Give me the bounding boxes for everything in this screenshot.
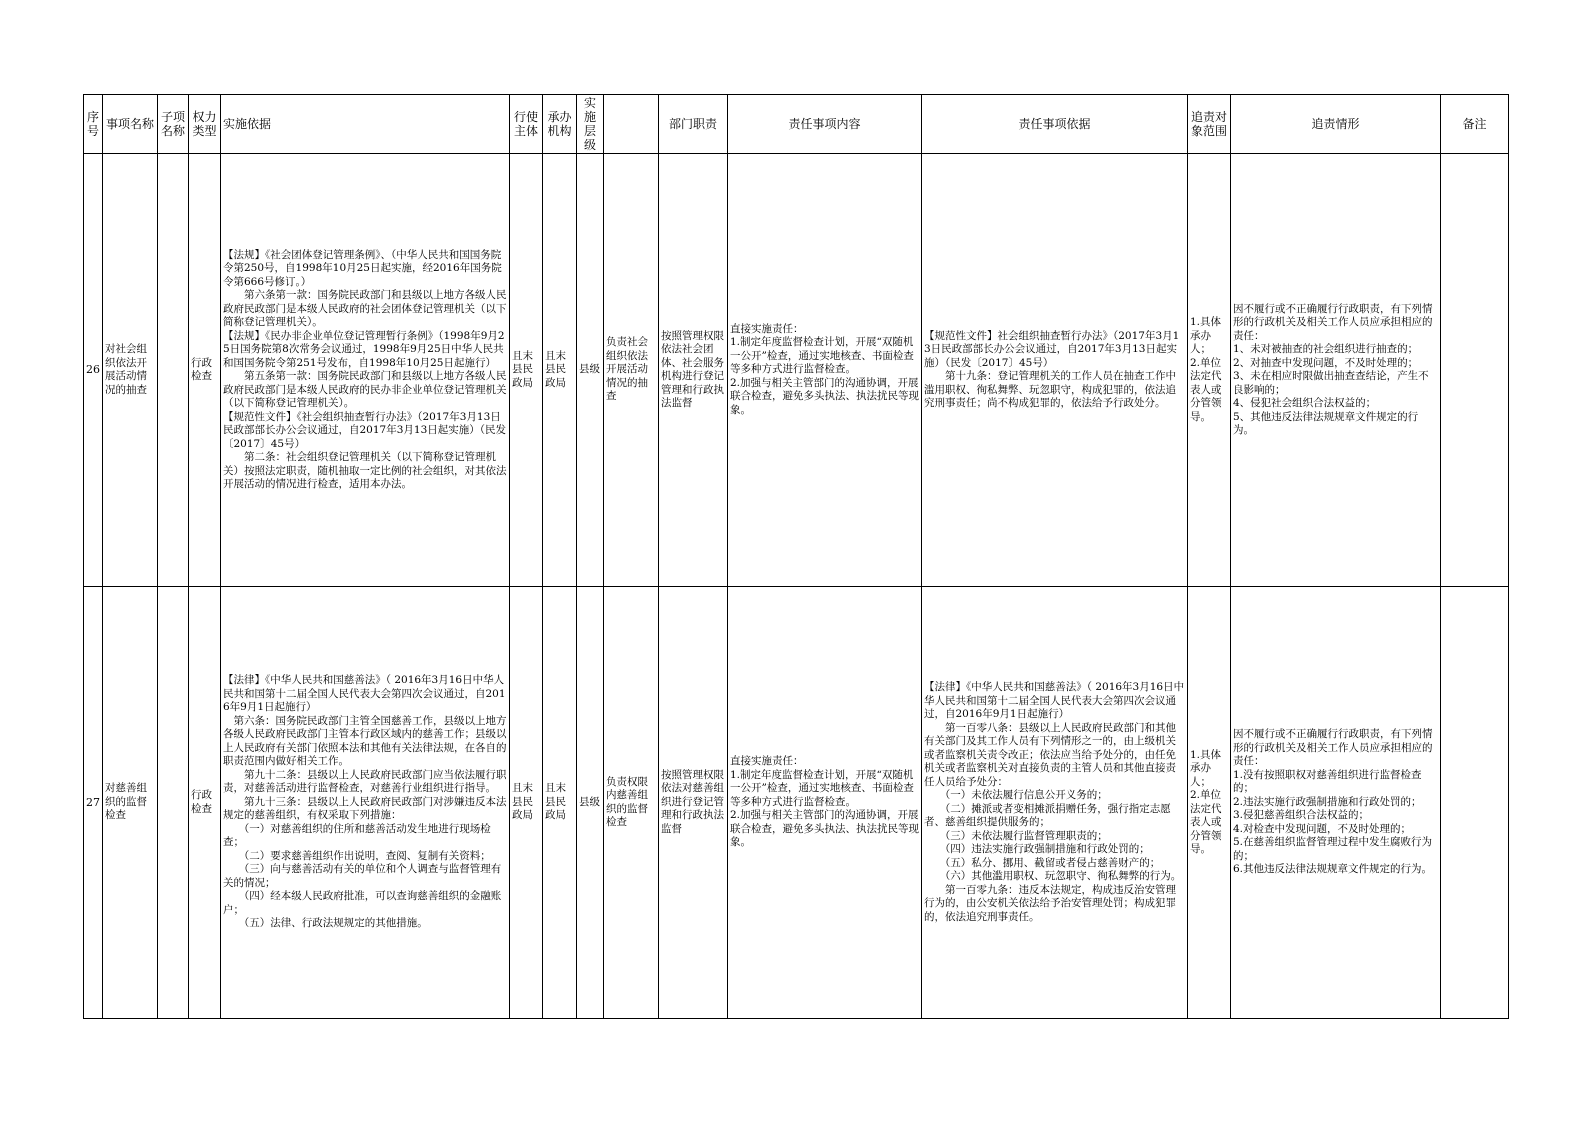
- cell-seq: 27: [84, 587, 103, 1019]
- header-resp-content: 责任事项内容: [728, 95, 922, 154]
- cell-situation: 因不履行或不正确履行行政职责，有下列情形的行政机关及相关工作人员应承担相应的责任： 1、未对被抽查的社会组织进行抽查的； 2、对抽查中发现问题，不及时处理的； 3、未在相应时限做出抽查查结论，产生不良影响的； 4、侵犯社会组织合法权益的； 5、其他违反法律法规规章文件规定的行为。: [1231, 154, 1441, 587]
- cell-power-type: 行政检查: [189, 154, 221, 587]
- cell-undertaker: 且末县民政局: [543, 587, 577, 1019]
- header-blank: [604, 95, 659, 154]
- header-row: [84, 95, 1509, 154]
- header-situation: 追责情形: [1231, 95, 1441, 154]
- cell-resp-basis: 【法律】《中华人民共和国慈善法》（ 2016年3月16日中华人民共和国第十二届全国人民代表大会第四次会议通过，自2016年9月1日起施行） 第一百零八条：县级以上人民政府民政部门和其他有关部门及其工作人员有下列情形之一的，由上级机关或者监察机关责令改正；依法应当给予处分的，由任免机关或者监察机关对直接负责的主管人员和其他直接责任人员给予处分： （一）未依法履行信息公开义务的； （二）摊派或者变相摊派捐赠任务，强行指定志愿者、慈善组织提供服务的； （三）未依法履行监督管理职责的； （四）违法实施行政强制措施和行政处罚的； （五）私分、挪用、截留或者侵占慈善财产的； （六）其他滥用职权、玩忽职守、徇私舞弊的行为。 第一百零九条：违反本法规定，构成违反治安管理行为的，由公安机关依法给予治安管理处罚；构成犯罪的，依法追究刑事责任。: [922, 587, 1188, 1019]
- cell-scope: 1.具体承办人； 2.单位法定代表人或分管领导。: [1188, 587, 1231, 1019]
- header-level: 实施层级: [577, 95, 604, 154]
- cell-sub-item-name: [158, 154, 189, 587]
- cell-remark: [1441, 154, 1509, 587]
- header-undertaker: 承办机构: [543, 95, 577, 154]
- cell-dept-duty: 按照管理权限依法对慈善组织进行登记管理和行政执法监督: [659, 587, 728, 1019]
- header-power-type: 权力类型: [189, 95, 221, 154]
- header-sub-item-name: 子项名称: [158, 95, 189, 154]
- responsibility-table: [83, 94, 1509, 1019]
- cell-level: 县级: [577, 587, 604, 1019]
- header-basis: 实施依据: [221, 95, 510, 154]
- cell-scope: 1.具体承办人； 2.单位法定代表人或分管领导。: [1188, 154, 1231, 587]
- header-resp-basis: 责任事项依据: [922, 95, 1188, 154]
- cell-subject: 且末县民政局: [510, 587, 543, 1019]
- cell-seq: 26: [84, 154, 103, 587]
- cell-subject: 且末县民政局: [510, 154, 543, 587]
- cell-resp-content: 直接实施责任： 1.制定年度监督检查计划，开展“双随机一公开”检查，通过实地核查、书面检查等多种方式进行监督检查。 2.加强与相关主管部门的沟通协调，开展联合检查，避免多头执法、执法扰民等现象。: [728, 587, 922, 1019]
- header-scope: 追责对象范围: [1188, 95, 1231, 154]
- cell-level: 县级: [577, 154, 604, 587]
- header-seq: 序号: [84, 95, 103, 154]
- cell-item-name: 对社会组织依法开展活动情况的抽查: [103, 154, 158, 587]
- header-item-name: 事项名称: [103, 95, 158, 154]
- cell-undertaker: 且末县民政局: [543, 154, 577, 587]
- cell-remark: [1441, 587, 1509, 1019]
- table-row: [84, 587, 1509, 1019]
- cell-item-name: 对慈善组织的监督检查: [103, 587, 158, 1019]
- cell-resp-content: 直接实施责任： 1.制定年度监督检查计划，开展“双随机一公开”检查，通过实地核查、书面检查等多种方式进行监督检查。 2.加强与相关主管部门的沟通协调，开展联合检查，避免多头执法、执法扰民等现象。: [728, 154, 922, 587]
- cell-basis: 【法律】《中华人民共和国慈善法》（ 2016年3月16日中华人民共和国第十二届全国人民代表大会第四次会议通过，自2016年9月1日起施行） 第六条：国务院民政部门主管全国慈善工作，县级以上地方各级人民政府民政部门主管本行政区域内的慈善工作；县级以上人民政府有关部门依照本法和其他有关法律法规，在各自的职责范围内做好相关工作。 第九十二条：县级以上人民政府民政部门应当依法履行职责，对慈善活动进行监督检查，对慈善行业组织进行指导。 第九十三条：县级以上人民政府民政部门对涉嫌违反本法规定的慈善组织，有权采取下列措施： （一）对慈善组织的住所和慈善活动发生地进行现场检查； （二）要求慈善组织作出说明，查阅、复制有关资料； （三）向与慈善活动有关的单位和个人调查与监督管理有关的情况； （四）经本级人民政府批准，可以查询慈善组织的金融账户； （五）法律、行政法规规定的其他措施。: [221, 587, 510, 1019]
- header-remark: 备注: [1441, 95, 1509, 154]
- header-dept-duty: 部门职责: [659, 95, 728, 154]
- table-row: [84, 154, 1509, 587]
- header-subject: 行使主体: [510, 95, 543, 154]
- cell-dept-duty: 按照管理权限依法社会团体、社会服务机构进行登记管理和行政执法监督: [659, 154, 728, 587]
- cell-situation: 因不履行或不正确履行行政职责，有下列情形的行政机关及相关工作人员应承担相应的责任： 1.没有按照职权对慈善组织进行监督检查的； 2.违法实施行政强制措施和行政处罚的； 3.侵犯慈善组织合法权益的； 4.对检查中发现问题，不及时处理的； 5.在慈善组织监督管理过程中发生腐败行为的； 6.其他违反法律法规规章文件规定的行为。: [1231, 587, 1441, 1019]
- cell-duty-summary: 负责社会组织依法开展活动情况的抽查: [604, 154, 659, 587]
- cell-power-type: 行政检查: [189, 587, 221, 1019]
- cell-duty-summary: 负责权限内慈善组织的监督检查: [604, 587, 659, 1019]
- cell-sub-item-name: [158, 587, 189, 1019]
- cell-resp-basis: 【规范性文件】社会组织抽查暂行办法》（2017年3月13日民政部部长办公会议通过，自2017年3月13日起实施）（民发〔2017〕45号） 第十九条：登记管理机关的工作人员在抽查工作中滥用职权、徇私舞弊、玩忽职守，构成犯罪的，依法追究刑事责任；尚不构成犯罪的，依法给予行政处分。: [922, 154, 1188, 587]
- cell-basis: 【法规】《社会团体登记管理条例》、（中华人民共和国国务院令第250号，自1998年10月25日起实施，经2016年国务院令第666号修订。） 第六条第一款：国务院民政部门和县级以上地方各级人民政府民政部门是本级人民政府的社会团体登记管理机关（以下简称登记管理机关）。 【法规】《民办非企业单位登记管理暂行条例》（1998年9月25日国务院第8次常务会议通过，1998年9月25日中华人民共和国国务院令第251号发布，自1998年10月25日起施行） 第五条第一款：国务院民政部门和县级以上地方各级人民政府民政部门是本级人民政府的民办非企业单位登记管理机关（以下简称登记管理机关）。 【规范性文件】《社会组织抽查暂行办法》（2017年3月13日民政部部长办公会议通过，自2017年3月13日起实施）（民发〔2017〕45号） 第二条：社会组织登记管理机关（以下简称登记管理机关）按照法定职责，随机抽取一定比例的社会组织，对其依法开展活动的情况进行检查，适用本办法。: [221, 154, 510, 587]
